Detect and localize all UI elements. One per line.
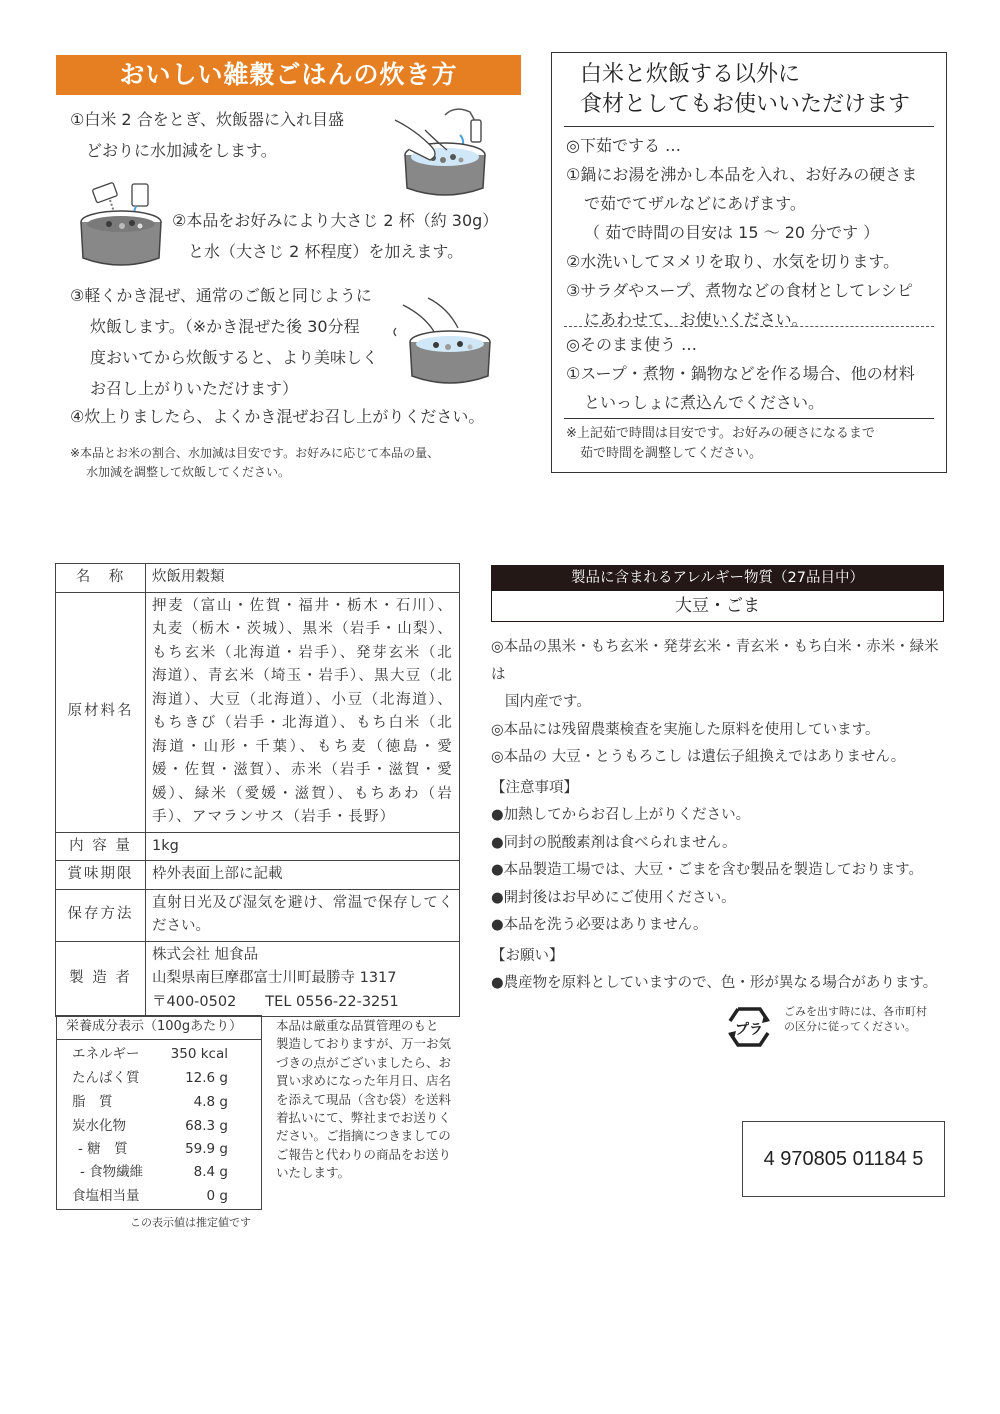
table-row: [56, 592, 460, 832]
list-item: ●本品製造工場では、大豆・ごまを含む製品を製造しております。: [491, 862, 923, 878]
cooking-title: おいしい雑穀ごはんの炊き方: [56, 55, 521, 95]
caution-heading: 【注意事項】: [491, 779, 578, 796]
table-row: 脂 質 4.8 g: [72, 1094, 228, 1110]
list-item: ●開封後はお早めにご使用ください。: [491, 889, 736, 906]
divider: [564, 326, 934, 327]
label-key: 内 容 量: [56, 832, 146, 861]
product-notes: ◎本品の黒米・もち玄米・発芽玄米・青玄米・もち白米・赤米・緑米は 国内産です。 ◎本品には残留農薬検査を実施した原料を使用しています。 ◎本品の 大豆・とうもろこし は遺伝子組換えではありません。 【注意事項】 ●加熱してからお召し上がりください。 ●同封の脱酸素剤は食べられません。 ●本品製造工場では、大豆・ごまを含む製品を製造しております。 ●開封後はお早めにご使用ください。 ●本品を洗う必要はありません。 【お願い】 ●農産物を原料としていますので、色・形が異なる場合があります。: [491, 634, 951, 998]
mix-illustration: [388, 290, 500, 390]
usage-note: ※上記茹で時間は目安です。お好みの硬さになるまで 茹で時間を調整してください。: [566, 426, 875, 461]
barcode-number: 4 970805 01184 5: [742, 1121, 945, 1197]
divider: [564, 126, 934, 127]
label-value: 株式会社 旭食品 山梨県南巨摩郡富士川町最勝寺 1317 〒400-0502 TEL 0556-22-3251: [146, 941, 460, 1017]
usage-title: 白米と炊飯する以外に 食材としてもお使いいただけます: [580, 62, 911, 117]
cooking-step-4: ④炊上りましたら、よくかき混ぜお召し上がりください。: [70, 407, 485, 426]
table-row: [56, 941, 460, 1017]
divider: [564, 418, 934, 419]
table-row: [56, 861, 460, 890]
list-item: ●本品を洗う必要はありません。: [491, 917, 708, 933]
label-value: 押麦（富山・佐賀・福井・栃木・石川）、丸麦（栃木・茨城）、黒米（岩手・山梨）、もち玄米（北海道・岩手）、発芽玄米（北海道）、青玄米（埼玉・岩手）、黒大豆（北海道）、大豆（北海道）、小豆（北海道）、もちきび（岩手・北海道）、もち白米（北海道・山形・千葉）、もち麦（徳島・愛媛・佐賀・滋賀）、赤米（岩手・滋賀・愛媛）、緑米（愛媛・滋賀）、もちあわ（岩手）、アマランサス（岩手・長野）: [146, 592, 460, 832]
product-label-table: [55, 563, 460, 1017]
cooking-step-2: ②本品をお好みにより大さじ 2 杯（約 30g） と水（大さじ 2 杯程度）を加えます。: [172, 211, 499, 261]
wash-rice-illustration: [385, 100, 500, 205]
table-row: [56, 889, 460, 941]
add-grains-illustration: [74, 180, 169, 272]
label-value: 1kg: [146, 832, 460, 861]
quality-statement: 本品は厳重な品質管理のもと 製造しておりますが、万一お気 づきの点がございましたら、お 買い求めになった年月日、店名 を添えて現品（含む袋）を送料 着払いにて、弊社までお送りく ださい。ご指摘につきましての ご報告と代わりの商品をお送り いたします。: [276, 1018, 452, 1181]
cooking-step-1: ①白米 2 合をとぎ、炊飯器に入れ目盛 どおりに水加減をします。: [70, 110, 345, 160]
list-item: ●同封の脱酸素剤は食べられません。: [491, 834, 737, 851]
label-key: 賞味期限: [56, 861, 146, 890]
label-value: 炊飯用穀類: [146, 564, 460, 593]
label-key: 原材料名: [56, 592, 146, 832]
table-row: エネルギー 350 kcal: [72, 1046, 228, 1062]
label-key: 製 造 者: [56, 941, 146, 1017]
list-item: ●農産物を原料としていますので、色・形が異なる場合があります。: [491, 975, 938, 991]
table-row: - 食物繊維 8.4 g: [80, 1164, 228, 1180]
table-row: [56, 832, 460, 861]
recycle-note: ごみを出す時には、各市町村 の区分に従ってください。: [784, 1005, 927, 1033]
label-value: 枠外表面上部に記載: [146, 861, 460, 890]
recycle-mark-text: プラ: [735, 1022, 763, 1038]
label-key: 名 称: [56, 564, 146, 593]
nutrition-title: 栄養成分表示（100gあたり）: [56, 1015, 262, 1040]
label-key: 保存方法: [56, 889, 146, 941]
table-row: 食塩相当量 0 g: [72, 1188, 228, 1204]
usage-direct-section: ◎そのまま使う … ①スープ・煮物・鍋物などを作る場合、他の材料 といっしょに煮込んでください。: [566, 335, 915, 412]
list-item: ●加熱してからお召し上がりください。: [491, 807, 751, 823]
cooking-note: ※本品とお米の割合、水加減は目安です。お好みに応じて本品の量、 水加減を調整して炊飯してください。: [70, 446, 440, 479]
table-row: [56, 564, 460, 593]
table-row: - 糖 質 59.9 g: [78, 1141, 228, 1157]
allergy-value: 大豆・ごま: [491, 591, 944, 622]
usage-boil-section: ◎下茹でする … ①鍋にお湯を沸かし本品を入れ、お好みの硬さま で茹でてザルなどにあげます。 （ 茹で時間の目安は 15 ～ 20 分です ） ②水洗いしてヌメリを取り、水気を切ります。 ③サラダやスープ、煮物などの食材としてレシピ にあわせて、お使いください。: [566, 136, 918, 329]
nutrition-footnote: この表示値は推定値です: [130, 1216, 251, 1229]
cooking-step-3: ③軽くかき混ぜ、通常のご飯と同じように 炊飯します。（※かき混ぜた後 30分程 度おいてから炊飯すると、より美味しく お召し上がりいただけます）: [70, 286, 379, 398]
plastic-recycle-icon: [724, 1003, 774, 1051]
label-value: 直射日光及び湿気を避け、常温で保存してください。: [146, 889, 460, 941]
request-heading: 【お願い】: [491, 947, 564, 964]
table-row: 炭水化物 68.3 g: [72, 1118, 228, 1134]
allergy-header: 製品に含まれるアレルギー物質（27品目中）: [491, 565, 944, 591]
table-row: たんぱく質 12.6 g: [72, 1070, 228, 1086]
